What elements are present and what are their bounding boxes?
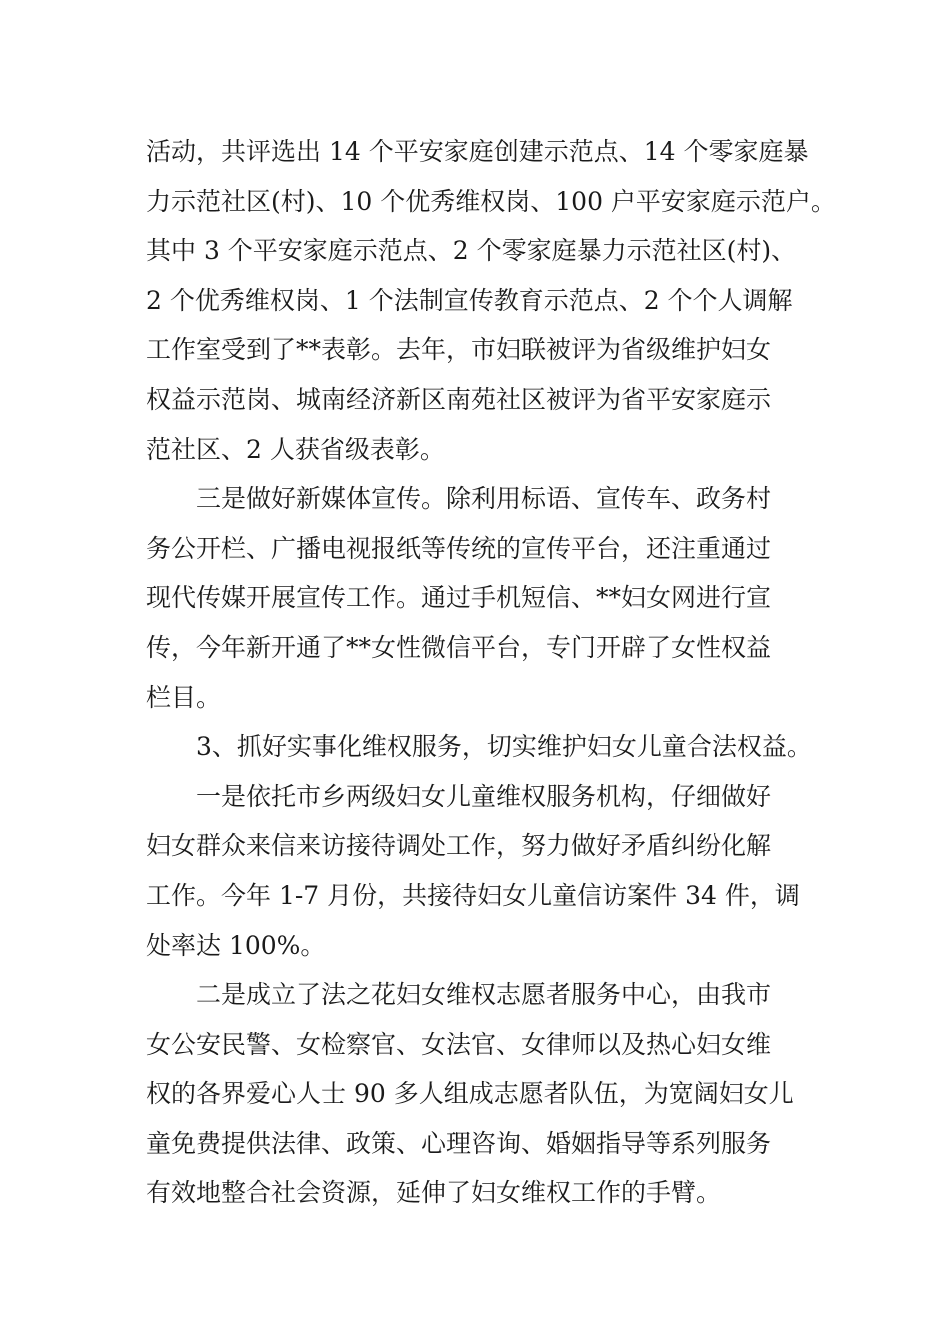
text-line: 童免费提供法律、政策、心理咨询、婚姻指导等系列服务 bbox=[146, 1128, 772, 1158]
text-line: 工作室受到了**表彰。去年，市妇联被评为省级维护妇女 bbox=[146, 335, 772, 365]
section-heading-line: 3、抓好实事化维权服务，切实维护妇女儿童合法权益。 bbox=[196, 732, 812, 762]
text-line: 权的各界爱心人士 90 多人组成志愿者队伍，为宽阔妇女儿 bbox=[146, 1079, 794, 1109]
text-line: 女公安民警、女检察官、女法官、女律师以及热心妇女维 bbox=[146, 1029, 772, 1059]
text-line: 力示范社区(村)、10 个优秀维权岗、100 户平安家庭示范户。 bbox=[146, 186, 836, 216]
paragraph-start-line: 三是做好新媒体宣传。除利用标语、宣传车、政务村 bbox=[196, 484, 772, 514]
text-line: 妇女群众来信来访接待调处工作，努力做好矛盾纠纷化解 bbox=[146, 831, 772, 861]
text-line: 现代传媒开展宣传工作。通过手机短信、**妇女网进行宣 bbox=[146, 583, 772, 613]
text-line: 工作。今年 1-7 月份，共接待妇女儿童信访案件 34 件，调 bbox=[146, 880, 800, 910]
text-line: 传，今年新开通了**女性微信平台，专门开辟了女性权益 bbox=[146, 632, 772, 662]
text-line: 处率达 100%。 bbox=[146, 930, 326, 960]
text-line: 有效地整合社会资源，延伸了妇女维权工作的手臂。 bbox=[146, 1178, 722, 1208]
text-line: 栏目。 bbox=[146, 682, 222, 712]
text-line: 务公开栏、广播电视报纸等传统的宣传平台，还注重通过 bbox=[146, 533, 772, 563]
paragraph-start-line: 一是依托市乡两级妇女儿童维权服务机构，仔细做好 bbox=[196, 781, 772, 811]
text-line: 权益示范岗、城南经济新区南苑社区被评为省平安家庭示 bbox=[146, 384, 772, 414]
body-text bbox=[146, 127, 836, 1218]
paragraph-start-line: 二是成立了法之花妇女维权志愿者服务中心，由我市 bbox=[196, 980, 772, 1010]
text-line: 其中 3 个平安家庭示范点、2 个零家庭暴力示范社区(村)、 bbox=[146, 236, 797, 266]
text-line: 范社区、2 人获省级表彰。 bbox=[146, 434, 445, 464]
text-line: 活动，共评选出 14 个平安家庭创建示范点、14 个零家庭暴 bbox=[146, 137, 809, 166]
text-line: 2 个优秀维权岗、1 个法制宣传教育示范点、2 个个人调解 bbox=[146, 285, 793, 315]
